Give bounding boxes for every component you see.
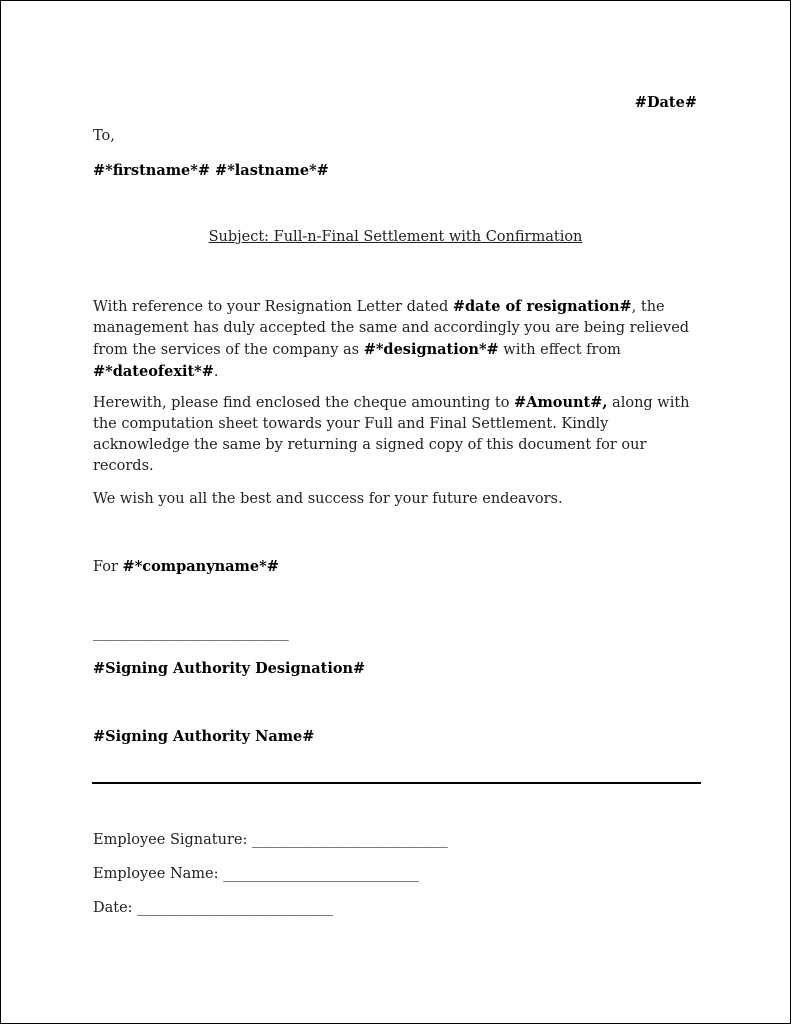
designation-field: #*designation*# <box>363 341 499 358</box>
letter-date: #Date# <box>634 94 697 111</box>
signing-authority-designation: #Signing Authority Designation# <box>93 660 366 677</box>
employee-name-row <box>93 866 419 882</box>
amount-field: #Amount#, <box>514 394 608 411</box>
subject-text: Subject: Full-n-Final Settlement with Confirmation <box>208 229 583 245</box>
salutation: To, <box>93 128 115 144</box>
subject-line <box>1 229 790 245</box>
employee-date-blank: ___________________________ <box>137 900 333 916</box>
for-company-line <box>93 558 279 575</box>
employee-date-row <box>93 900 333 916</box>
employee-signature-label: Employee Signature: <box>93 832 252 848</box>
employee-name-label: Employee Name: <box>93 866 224 882</box>
section-divider <box>92 782 701 784</box>
p2-text-2: along with the computation sheet towards your Full and Final Settlement. Kindly acknowledge the same by returning a signed copy of this document for our records. <box>93 395 690 474</box>
company-name-field: #*companyname*# <box>122 558 279 575</box>
paragraph-settlement <box>93 392 705 477</box>
paragraph-wishes: We wish you all the best and success for your future endeavors. <box>93 491 563 507</box>
p2-text-1: Herewith, please find enclosed the cheque amounting to <box>93 395 515 411</box>
employee-signature-blank: ___________________________ <box>251 832 448 848</box>
p1-text-4: . <box>213 364 219 380</box>
employee-name-blank: ___________________________ <box>223 866 419 882</box>
p1-text-1: With reference to your Resignation Letter dated <box>93 299 453 315</box>
authority-signature-line: ___________________________ <box>93 625 289 641</box>
p1-text-2: , the management has duly accepted the same and accordingly you are being relieved from the services of the company as <box>93 299 690 358</box>
resignation-date-field: #date of resignation# <box>452 298 632 315</box>
signing-authority-name: #Signing Authority Name# <box>93 728 315 745</box>
employee-date-label: Date: <box>93 900 138 916</box>
p1-text-3: with effect from <box>498 342 621 358</box>
date-of-exit-field: #*dateofexit*# <box>93 363 214 380</box>
recipient-name: #*firstname*# #*lastname*# <box>93 162 329 179</box>
employee-signature-row <box>93 832 448 848</box>
paragraph-resignation <box>93 296 705 383</box>
for-prefix: For <box>93 559 123 575</box>
